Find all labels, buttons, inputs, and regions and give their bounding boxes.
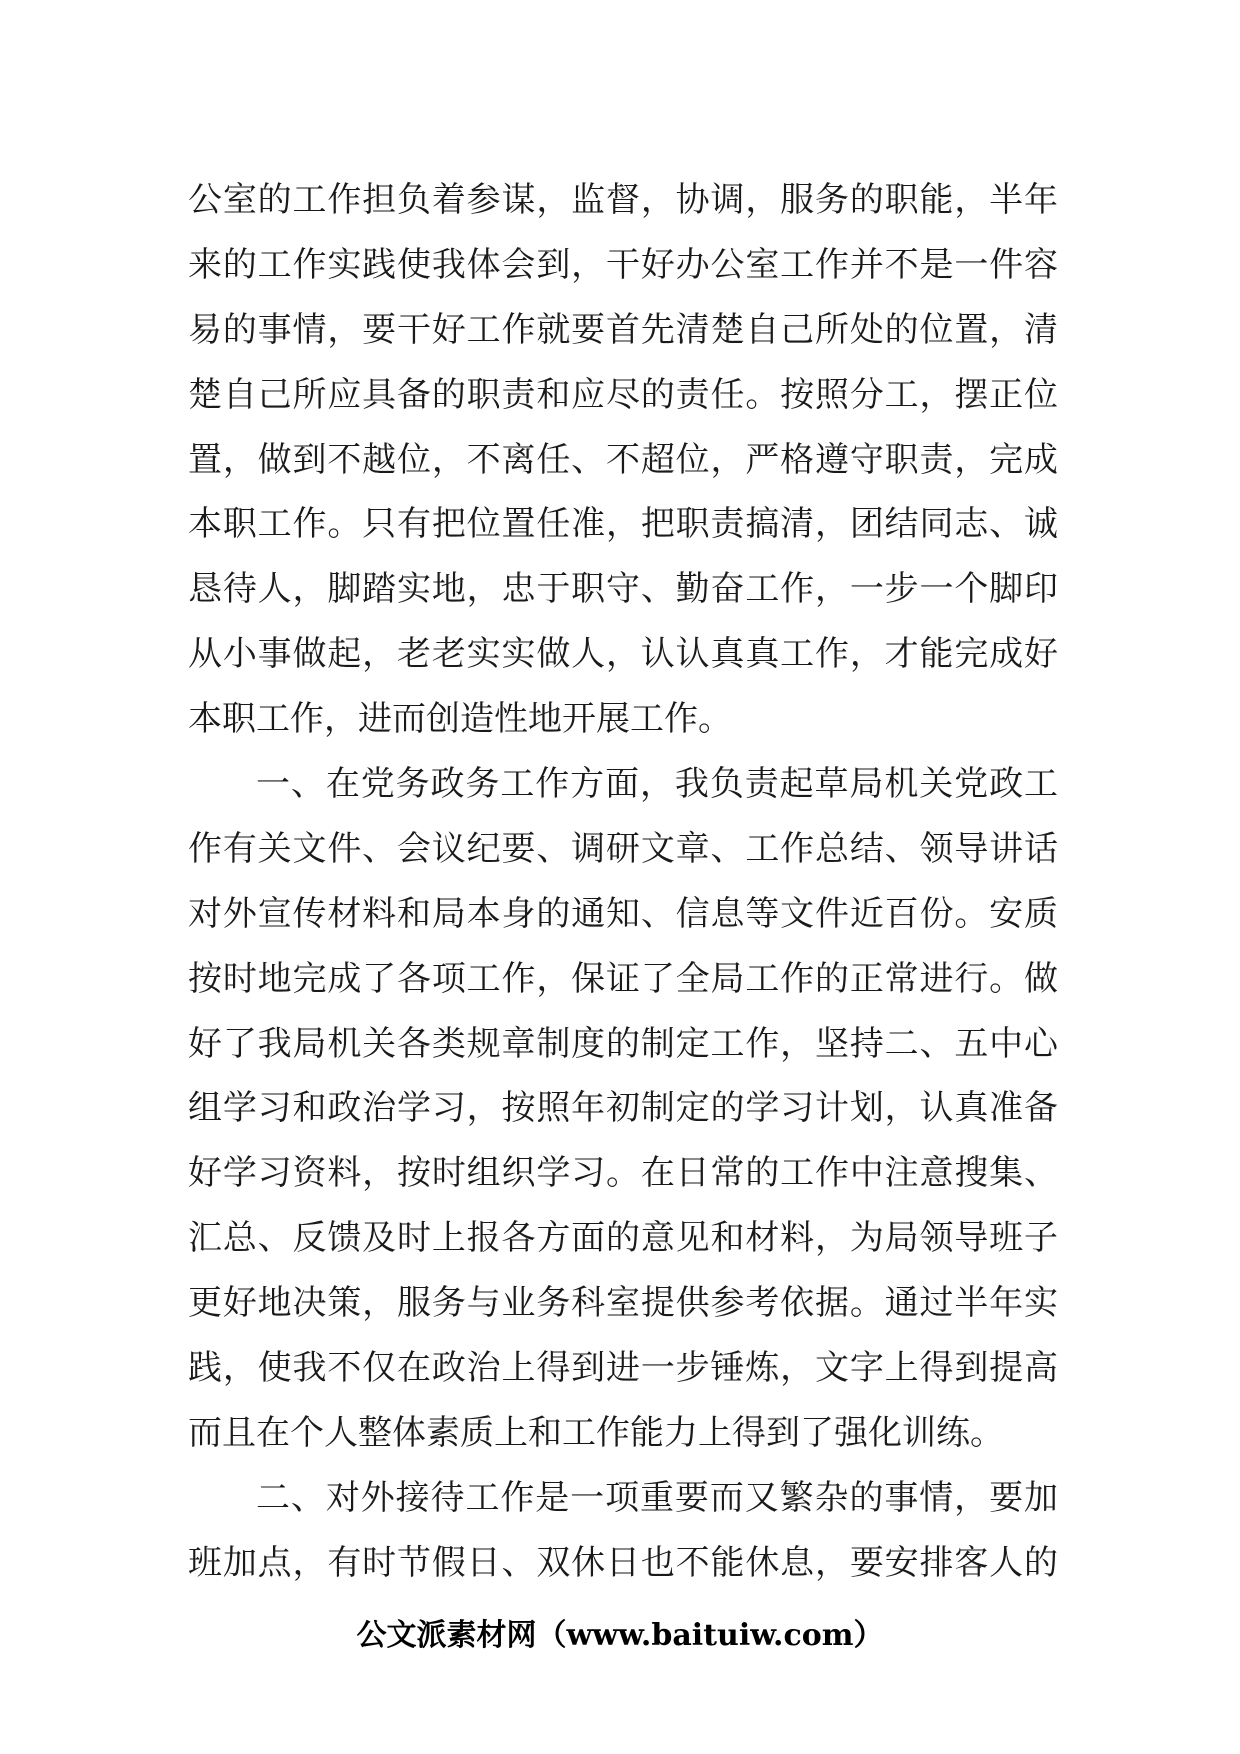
text-line: 好学习资料，按时组织学习。在日常的工作中注意搜集、 [188,1153,1058,1194]
text-line: 恳待人，脚踏实地，忠于职守、勤奋工作，一步一个脚印 [188,569,1058,610]
text-line: 本职工作，进而创造性地开展工作。 [188,699,732,740]
text-line: 对外宣传材料和局本身的通知、信息等文件近百份。安质 [188,893,1058,934]
paragraph-1 [188,168,1058,752]
text-line: 楚自己所应具备的职责和应尽的责任。按照分工，摆正位 [188,374,1058,415]
text-line: 班加点，有时节假日、双休日也不能休息，要安排客人的 [188,1542,1058,1583]
text-line: 作有关文件、会议纪要、调研文章、工作总结、领导讲话 [188,828,1058,869]
site-footer-watermark: 公文派素材网（www.baituiw.com） [356,1618,884,1653]
text-line: 二、对外接待工作是一项重要而又繁杂的事情，要加 [256,1477,1058,1518]
text-line: 一、在党务政务工作方面，我负责起草局机关党政工 [256,764,1058,805]
text-line: 易的事情，要干好工作就要首先清楚自己所处的位置，清 [188,309,1058,350]
text-line: 汇总、反馈及时上报各方面的意见和材料，为局领导班子 [188,1218,1058,1259]
text-line: 本职工作。只有把位置任准，把职责搞清，团结同志、诚 [188,504,1058,545]
paragraph-2 [188,752,1058,1466]
document-body [188,168,1058,1596]
text-line: 组学习和政治学习，按照年初制定的学习计划，认真准备 [188,1088,1058,1129]
text-line: 从小事做起，老老实实做人，认认真真工作，才能完成好 [188,634,1058,675]
text-line: 好了我局机关各类规章制度的制定工作，坚持二、五中心 [188,1023,1058,1064]
text-line: 而且在个人整体素质上和工作能力上得到了强化训练。 [188,1412,1004,1453]
paragraph-3 [188,1466,1058,1596]
text-line: 更好地决策，服务与业务科室提供参考依据。通过半年实 [188,1283,1058,1324]
text-line: 公室的工作担负着参谋，监督，协调，服务的职能，半年 [188,180,1058,220]
text-line: 置，做到不越位，不离任、不超位，严格遵守职责，完成 [188,439,1058,480]
text-line: 践，使我不仅在政治上得到进一步锤炼，文字上得到提高 [188,1348,1058,1389]
text-line: 按时地完成了各项工作，保证了全局工作的正常进行。做 [188,958,1058,999]
text-line: 来的工作实践使我体会到，干好办公室工作并不是一件容 [188,244,1058,285]
